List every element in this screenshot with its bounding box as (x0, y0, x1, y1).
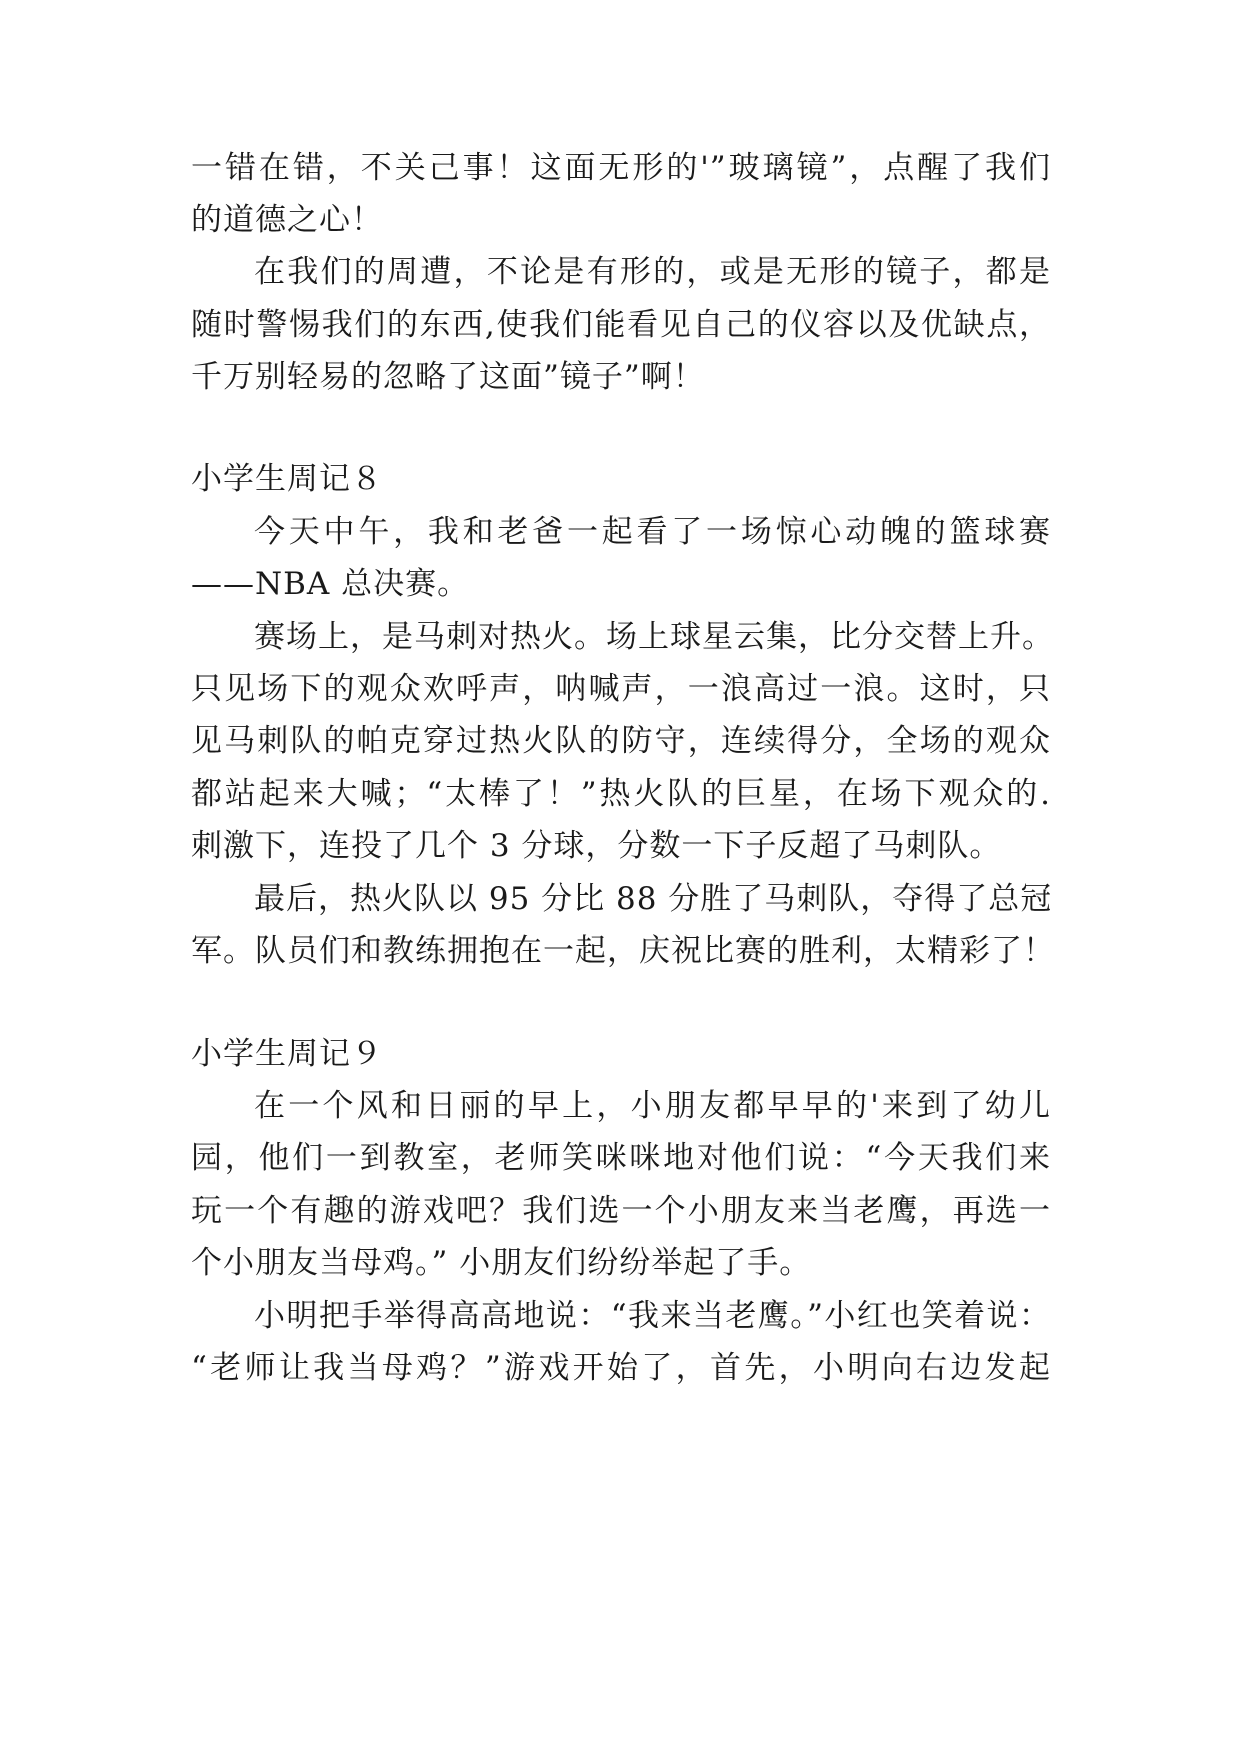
paragraph-line: 军。队员们和教练拥抱在一起，庆祝比赛的胜利，太精彩了！ (191, 933, 1055, 969)
paragraph-line: 见马刺队的帕克穿过热火队的防守，连续得分，全场的观众 (191, 723, 1051, 759)
paragraph-line: 在一个风和日丽的早上，小朋友都早早的'来到了幼儿 (254, 1088, 1051, 1124)
paragraph-line: 随时警惕我们的东西,使我们能看见自己的仪容以及优缺点， (191, 307, 1051, 343)
paragraph-line: 千万别轻易的忽略了这面”镜子”啊！ (191, 359, 705, 395)
paragraph-line: 一错在错，不关己事！这面无形的'”玻璃镜”，点醒了我们 (191, 150, 1051, 186)
paragraph-line: 园，他们一到教室，老师笑咪咪地对他们说：“今天我们来 (191, 1140, 1051, 1176)
paragraph-line: 刺激下，连投了几个 3 分球，分数一下子反超了马刺队。 (191, 828, 1002, 864)
paragraph-line: 都站起来大喊；“太棒了！”热火队的巨星，在场下观众的. (191, 776, 1051, 812)
paragraph-line: 只见场下的观众欢呼声，呐喊声，一浪高过一浪。这时，只 (191, 671, 1051, 707)
entry-9-title: 小学生周记９ (191, 1036, 383, 1072)
entry-8-title: 小学生周记８ (191, 461, 383, 497)
paragraph-line: “老师让我当母鸡？”游戏开始了，首先，小明向右边发起 (191, 1350, 1051, 1386)
paragraph-line: 在我们的周遭，不论是有形的，或是无形的镜子，都是 (254, 254, 1051, 290)
paragraph-line: 玩一个有趣的游戏吧？我们选一个小朋友来当老鹰，再选一 (191, 1193, 1051, 1229)
paragraph-line: 个小朋友当母鸡。” 小朋友们纷纷举起了手。 (191, 1245, 812, 1281)
paragraph-line: 小明把手举得高高地说：“我来当老鹰。”小红也笑着说： (254, 1298, 1051, 1334)
paragraph-line: 最后，热火队以 95 分比 88 分胜了马刺队，夺得了总冠 (254, 881, 1053, 917)
paragraph-line: 今天中午，我和老爸一起看了一场惊心动魄的篮球赛 (254, 514, 1051, 550)
paragraph-line: 的道德之心！ (191, 202, 383, 238)
paragraph-line: 赛场上，是马刺对热火。场上球星云集，比分交替上升。 (254, 619, 1054, 655)
paragraph-line: ——NBA 总决赛。 (191, 566, 470, 602)
